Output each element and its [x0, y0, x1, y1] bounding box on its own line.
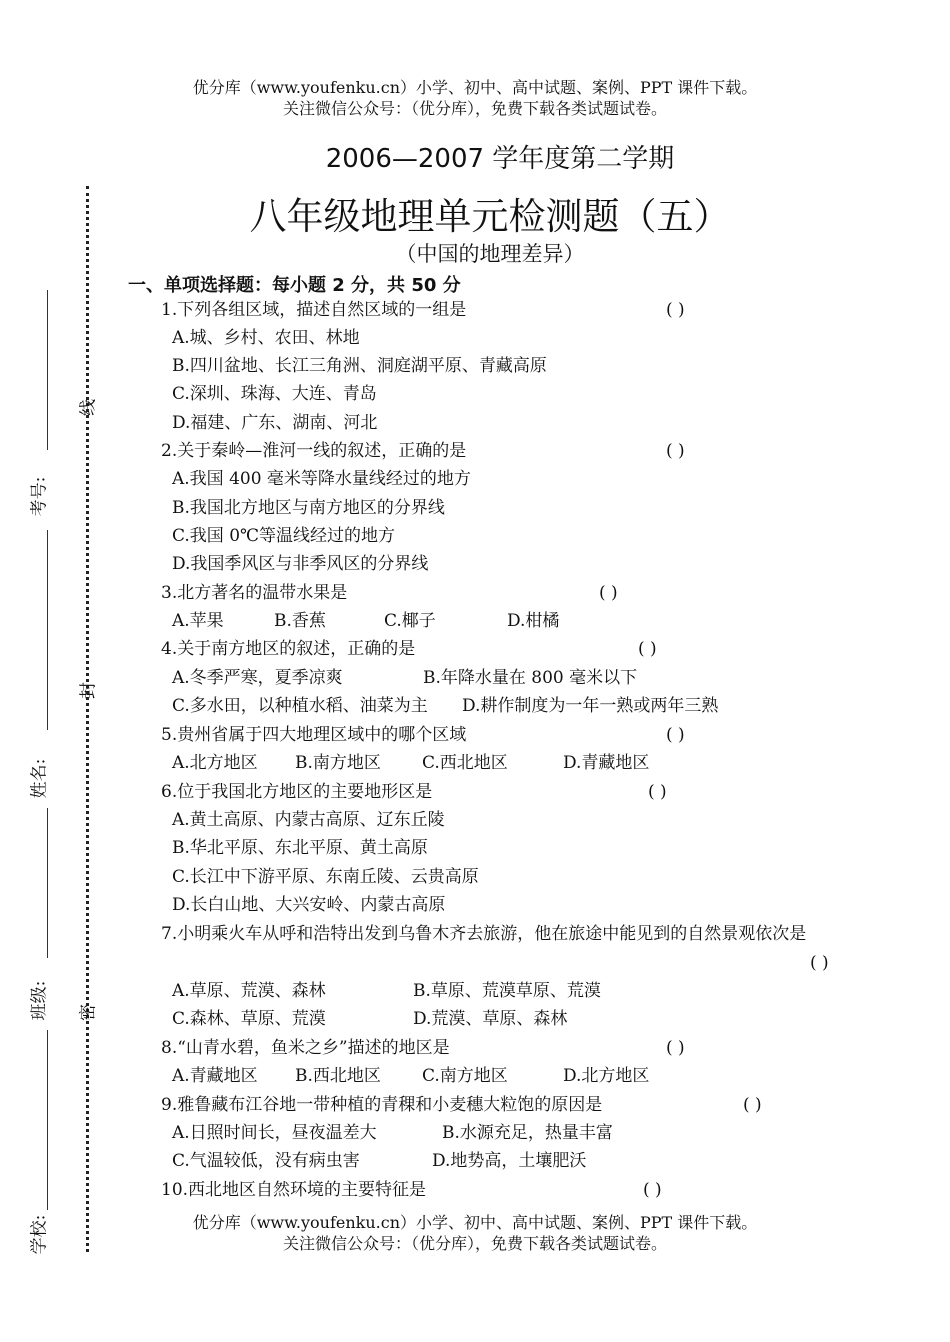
q4-stem: 4.关于南方地区的叙述，正确的是 [161, 639, 416, 659]
q3-option-c: C.椰子 [384, 611, 436, 631]
q3-option-a: A.苹果 [172, 611, 224, 631]
q1-answer-blank[interactable]: ( ) [666, 300, 685, 320]
exam-no-label: 考号: [29, 476, 50, 517]
q8-option-b: B.西北地区 [295, 1066, 381, 1086]
q2-answer-blank[interactable]: ( ) [666, 441, 685, 461]
q2-stem: 2.关于秦岭—淮河一线的叙述，正确的是 [161, 441, 467, 461]
binding-mark-xian: 线 [78, 399, 99, 416]
footer-line-1: 优分库（www.youfenku.cn）小学、初中、高中试题、案例、PPT 课件下载。 [192, 1213, 758, 1232]
q6-option-c: C.长江中下游平原、东南丘陵、云贵高原 [172, 867, 479, 887]
q4-answer-blank[interactable]: ( ) [638, 639, 657, 659]
q2-option-d: D.我国季风区与非季风区的分界线 [172, 554, 429, 574]
q7-option-d: D.荒漠、草原、森林 [413, 1009, 568, 1029]
q1-option-d: D.福建、广东、湖南、河北 [172, 413, 378, 433]
q6-option-a: A.黄土高原、内蒙古高原、辽东丘陵 [172, 810, 445, 830]
school-blank[interactable] [47, 1030, 48, 1210]
q1-option-c: C.深圳、珠海、大连、青岛 [172, 384, 377, 404]
q3-option-d: D.柑橘 [507, 611, 560, 631]
q7-option-c: C.森林、草原、荒漠 [172, 1009, 326, 1029]
q1-option-a: A.城、乡村、农田、林地 [172, 328, 360, 348]
q1-stem: 1.下列各组区域，描述自然区域的一组是 [161, 300, 467, 320]
page-title: 八年级地理单元检测题（五） [249, 195, 731, 238]
name-label: 姓名: [29, 758, 50, 799]
q5-option-d: D.青藏地区 [563, 753, 650, 773]
q5-option-a: A.北方地区 [172, 753, 258, 773]
q7-answer-blank[interactable]: ( ) [810, 953, 829, 973]
q8-option-a: A.青藏地区 [172, 1066, 258, 1086]
q1-option-b: B.四川盆地、长江三角洲、洞庭湖平原、青藏高原 [172, 356, 547, 376]
q5-answer-blank[interactable]: ( ) [666, 725, 685, 745]
q6-option-b: B.华北平原、东北平原、黄土高原 [172, 838, 428, 858]
q9-stem: 9.雅鲁藏布江谷地一带种植的青稞和小麦穗大粒饱的原因是 [161, 1095, 603, 1115]
q4-option-c: C.多水田，以种植水稻、油菜为主 [172, 696, 428, 716]
q3-option-b: B.香蕉 [274, 611, 326, 631]
q2-option-c: C.我国 0℃等温线经过的地方 [172, 526, 396, 546]
exam-no-blank[interactable] [47, 290, 48, 450]
q9-option-d: D.地势高，土壤肥沃 [432, 1151, 587, 1171]
q4-option-a: A.冬季严寒，夏季凉爽 [172, 668, 343, 688]
q8-stem: 8.“山青水碧，鱼米之乡”描述的地区是 [161, 1038, 450, 1058]
q6-option-d: D.长白山地、大兴安岭、内蒙古高原 [172, 895, 446, 915]
q8-option-c: C.南方地区 [422, 1066, 508, 1086]
q7-stem: 7.小明乘火车从呼和浩特出发到乌鲁木齐去旅游，他在旅途中能见到的自然景观依次是 [161, 924, 807, 944]
q7-option-b: B.草原、荒漠草原、荒漠 [413, 981, 601, 1001]
header-line-1: 优分库（www.youfenku.cn）小学、初中、高中试题、案例、PPT 课件下载。 [192, 78, 758, 97]
q9-option-c: C.气温较低，没有病虫害 [172, 1151, 360, 1171]
q10-stem: 10.西北地区自然环境的主要特征是 [161, 1180, 427, 1200]
binding-mark-mi: 密 [78, 1004, 99, 1021]
q3-stem: 3.北方著名的温带水果是 [161, 583, 348, 603]
q4-option-d: D.耕作制度为一年一熟或两年三熟 [462, 696, 719, 716]
q2-option-a: A.我国 400 毫米等降水量线经过的地方 [172, 469, 471, 489]
q7-option-a: A.草原、荒漠、森林 [172, 981, 326, 1001]
q10-answer-blank[interactable]: ( ) [643, 1180, 662, 1200]
q8-answer-blank[interactable]: ( ) [666, 1038, 685, 1058]
q6-stem: 6.位于我国北方地区的主要地形区是 [161, 782, 433, 802]
class-label: 班级: [29, 980, 50, 1021]
name-blank[interactable] [47, 530, 48, 730]
q2-option-b: B.我国北方地区与南方地区的分界线 [172, 498, 445, 518]
term-title: 2006—2007 学年度第二学期 [325, 144, 675, 174]
subtitle: （中国的地理差异） [395, 242, 585, 266]
binding-mark-feng: 封 [78, 682, 99, 699]
footer-line-2: 关注微信公众号：（优分库），免费下载各类试题试卷。 [282, 1234, 667, 1253]
q4-option-b: B.年降水量在 800 毫米以下 [423, 668, 638, 688]
q5-option-c: C.西北地区 [422, 753, 508, 773]
q6-answer-blank[interactable]: ( ) [648, 782, 667, 802]
q5-option-b: B.南方地区 [295, 753, 381, 773]
class-blank[interactable] [47, 808, 48, 958]
q9-option-a: A.日照时间长，昼夜温差大 [172, 1123, 377, 1143]
section-heading: 一、单项选择题：每小题 2 分，共 50 分 [128, 275, 461, 296]
q8-option-d: D.北方地区 [563, 1066, 650, 1086]
school-label: 学校: [29, 1214, 50, 1255]
header-line-2: 关注微信公众号：（优分库），免费下载各类试题试卷。 [282, 99, 667, 118]
binding-dotted-line [86, 186, 89, 1252]
q9-option-b: B.水源充足，热量丰富 [442, 1123, 613, 1143]
q9-answer-blank[interactable]: ( ) [743, 1095, 762, 1115]
q5-stem: 5.贵州省属于四大地理区域中的哪个区域 [161, 725, 467, 745]
q3-answer-blank[interactable]: ( ) [599, 583, 618, 603]
